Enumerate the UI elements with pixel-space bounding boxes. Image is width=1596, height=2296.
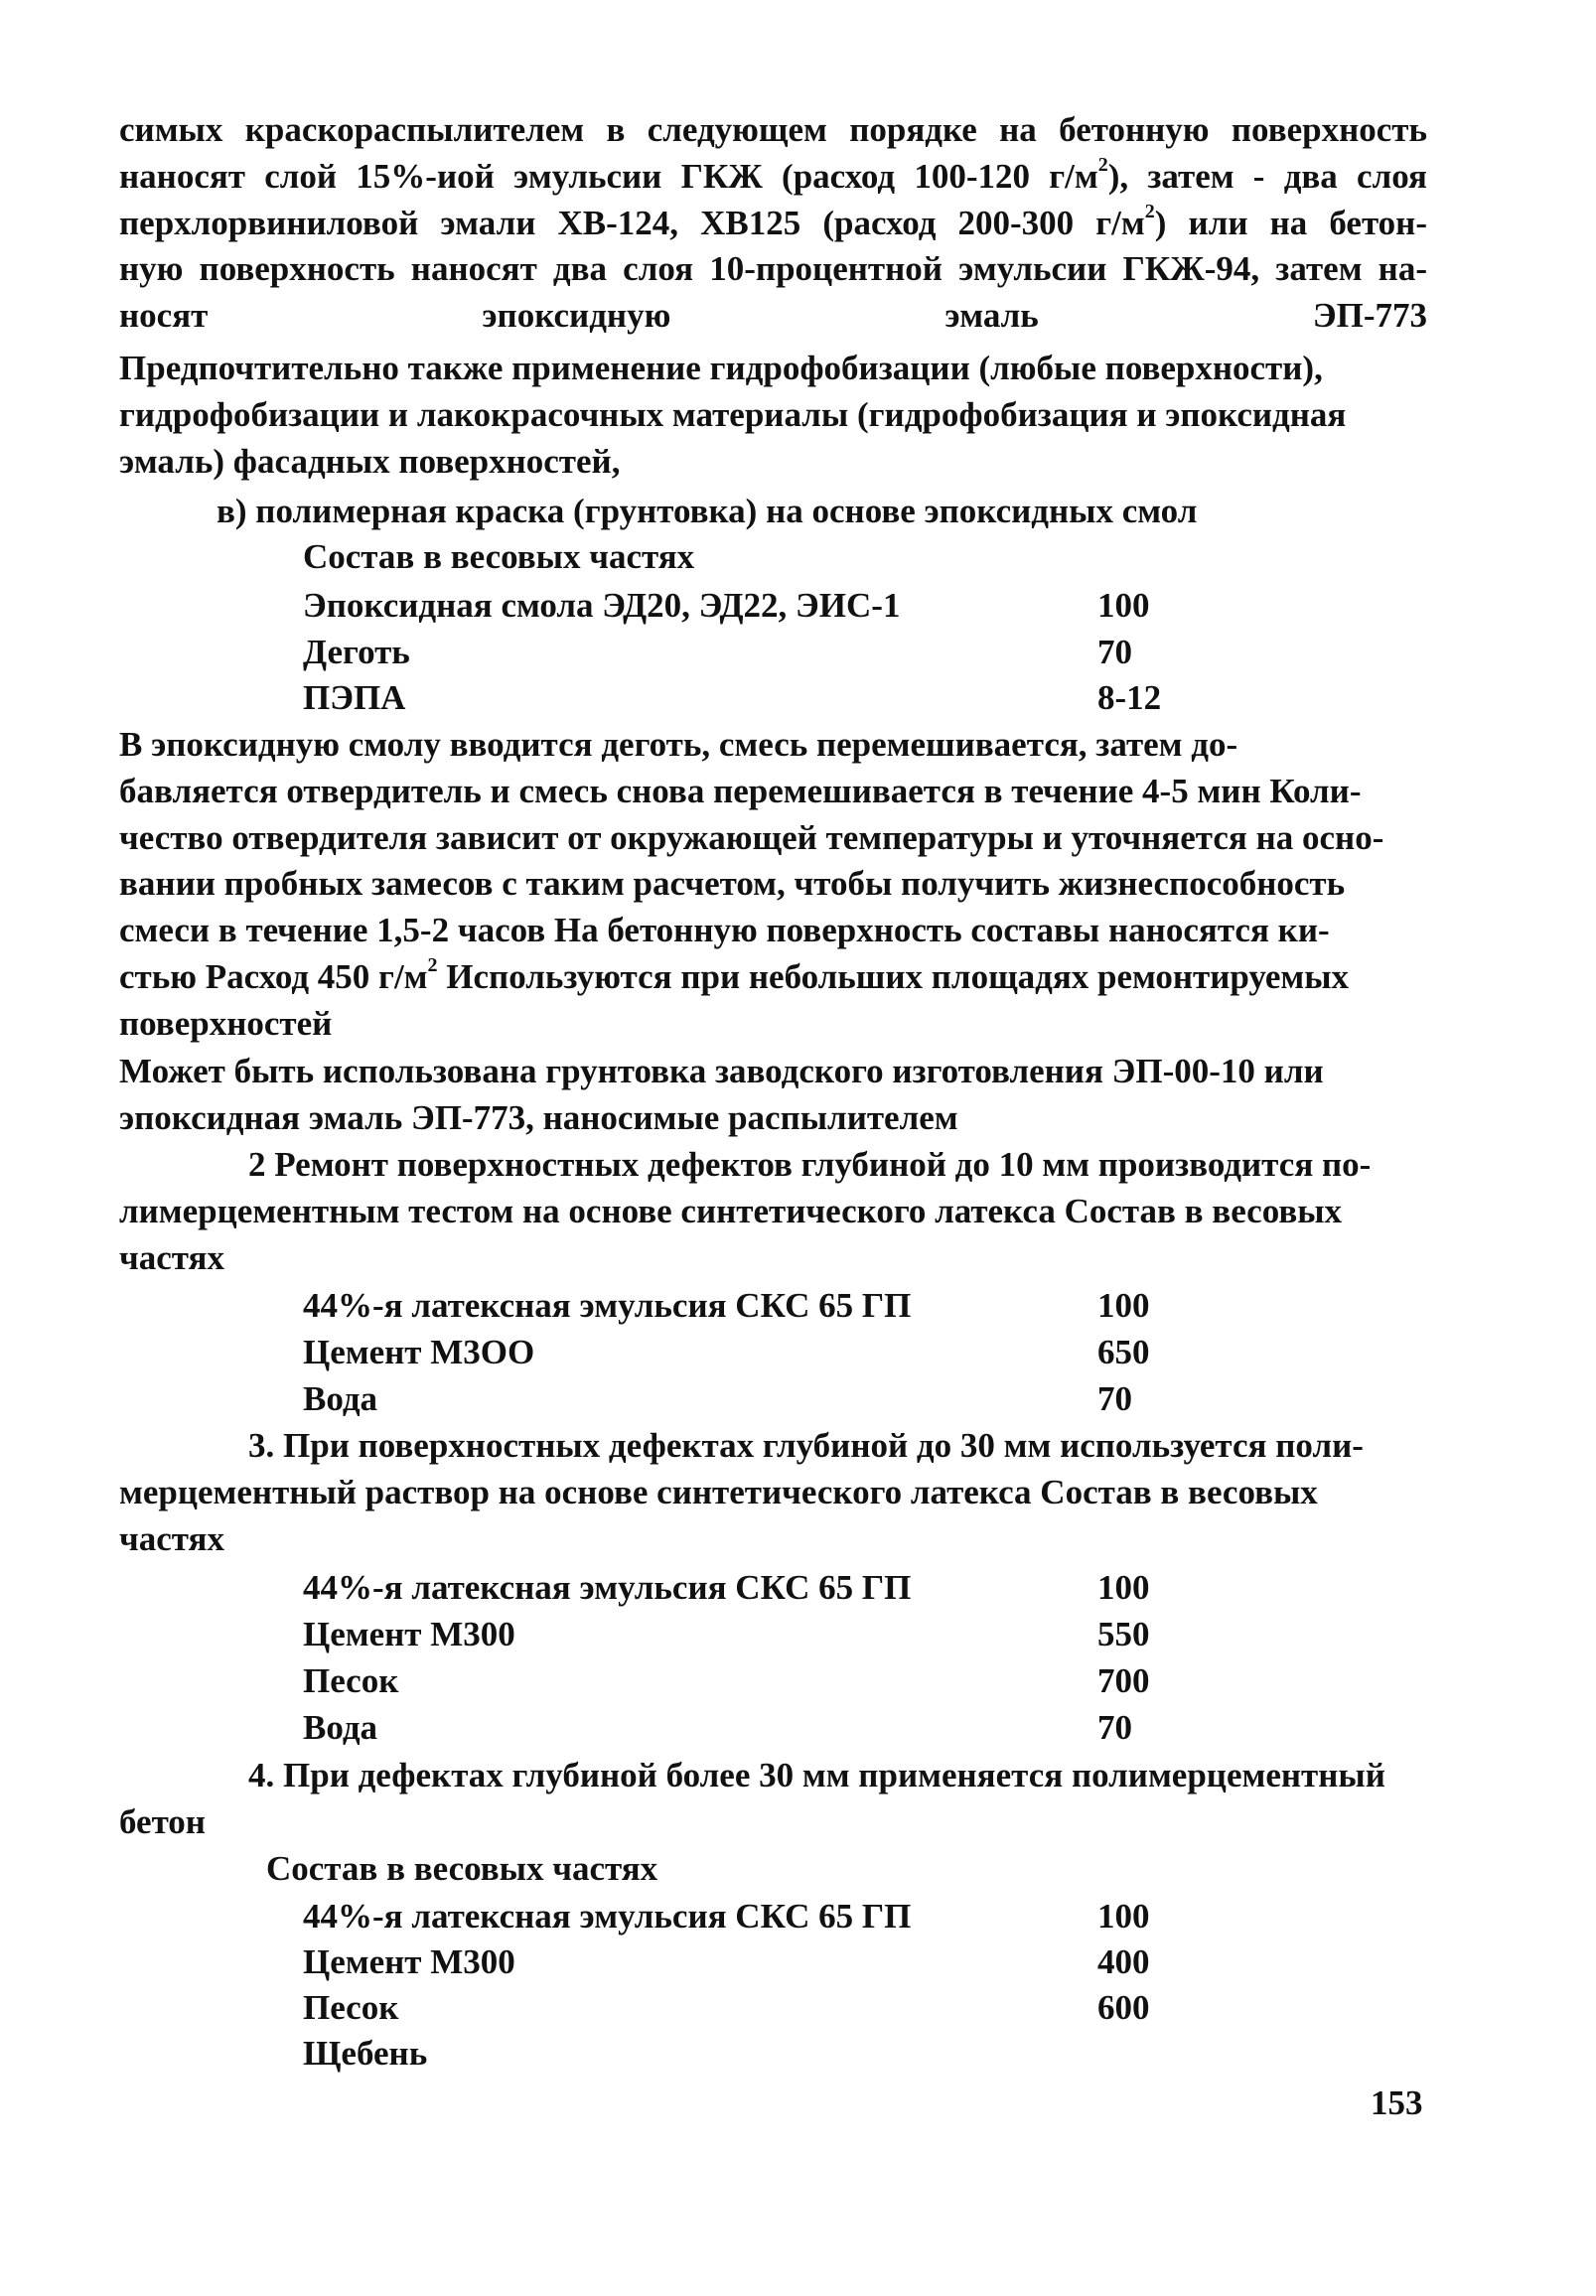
text-line: перхлорвиниловой эмали ХВ-124, ХВ125 (расход 200-300 $г/м^2$) или на бетон- bbox=[119, 200, 1428, 242]
paragraph-hydrophobic-coating bbox=[119, 107, 1427, 340]
component-value: 70 bbox=[1097, 1708, 1132, 1747]
subheading-epoxy-paint: в) полимерная краска (грунтовка) на основе эпоксидных смол bbox=[217, 492, 1198, 530]
text-line: частях bbox=[119, 1518, 224, 1558]
text-line: лимерцементным тестом на основе синтетического латекса Состав в весовых bbox=[119, 1191, 1343, 1230]
text-line: 2 Ремонт поверхностных дефектов глубиной до 10 мм производится по- bbox=[248, 1145, 1372, 1184]
text-line: бетон bbox=[119, 1801, 206, 1841]
paragraph-item-3 bbox=[119, 1423, 1427, 1562]
paragraph-item-2 bbox=[119, 1142, 1427, 1281]
component-name: 44%-я латексная эмульсия СКС 65 ГП bbox=[303, 1568, 912, 1607]
table-4-row bbox=[303, 1938, 1197, 1985]
table-3-row bbox=[303, 1657, 1197, 1704]
text-line: эпоксидная эмаль ЭП-773, наносимые распылителем bbox=[119, 1097, 958, 1137]
component-name: Вода bbox=[303, 1708, 378, 1747]
text-line: Предпочтительно также применение гидрофобизации (любые поверхности), bbox=[119, 349, 1323, 387]
text-line: эмаль) фасадных поверхностей, bbox=[119, 441, 621, 481]
text-line: носят эпоксидную эмаль ЭП-773 bbox=[119, 296, 1427, 336]
table-2-row bbox=[303, 1282, 1197, 1329]
text-line: ную поверхность наносят два слоя 10-процентной эмульсии ГКЖ-94, затем на- bbox=[119, 249, 1427, 289]
component-name: Цемент М300 bbox=[303, 1615, 515, 1653]
component-name: 44%-я латексная эмульсия СКС 65 ГП bbox=[303, 1897, 912, 1936]
table-1-row bbox=[303, 674, 1197, 721]
table-4-title: Состав в весовых частях bbox=[266, 1849, 658, 1888]
component-name: Вода bbox=[303, 1379, 378, 1418]
paragraph-epoxy-instructions bbox=[119, 722, 1427, 1048]
component-value: 8-12 bbox=[1097, 678, 1162, 717]
table-3-row bbox=[303, 1704, 1197, 1751]
text-line: частях bbox=[119, 1237, 224, 1277]
component-name: ПЭПА bbox=[303, 678, 406, 717]
table-1-title: Состав в весовых частях bbox=[303, 537, 695, 576]
text-line: наносят слой 15%-иой эмульсии ГКЖ (расход 100-120 $г/м^2$), затем - два слоя bbox=[119, 154, 1427, 196]
text-line: мерцементный раствор на основе синтетического латекса Состав в весовых bbox=[119, 1472, 1318, 1511]
component-value: 100 bbox=[1097, 1568, 1150, 1607]
component-name: Цемент М300 bbox=[303, 1942, 515, 1981]
component-value: 600 bbox=[1097, 1988, 1150, 2027]
table-1-row bbox=[303, 582, 1197, 629]
table-3-row bbox=[303, 1564, 1197, 1611]
text-line: смеси в течение 1,5-2 часов На бетонную поверхность составы наносятся ки- bbox=[119, 911, 1330, 950]
table-3-row bbox=[303, 1611, 1197, 1657]
component-value: 400 bbox=[1097, 1942, 1150, 1981]
table-2-row bbox=[303, 1375, 1197, 1422]
text-line: бавляется отвердитель и смесь снова перемешивается в течение 4-5 мин Коли- bbox=[119, 771, 1362, 810]
table-4-row bbox=[303, 2030, 1197, 2077]
component-value: 100 bbox=[1097, 586, 1150, 625]
component-name: Щебень bbox=[303, 2034, 428, 2073]
text-line: стью Расход 450 $г/м^2$ Используются при небольших площадях ремонтируемых bbox=[119, 954, 1350, 996]
text-line: В эпоксидную смолу вводится деготь, смесь перемешивается, затем до- bbox=[119, 725, 1238, 764]
table-4-row bbox=[303, 1893, 1197, 1939]
component-value: 700 bbox=[1097, 1661, 1150, 1700]
component-name: Песок bbox=[303, 1988, 399, 2027]
component-value: 100 bbox=[1097, 1286, 1150, 1325]
component-name: Песок bbox=[303, 1661, 399, 1700]
table-1-row bbox=[303, 629, 1197, 675]
component-name: Эпоксидная смола ЭД20, ЭД22, ЭИС-1 bbox=[303, 586, 901, 625]
page-number: 153 bbox=[1371, 2083, 1423, 2122]
component-name: Деготь bbox=[303, 633, 410, 671]
component-value: 650 bbox=[1097, 1333, 1150, 1371]
text-line: вании пробных замесов с таким расчетом, чтобы получить жизнеспособность bbox=[119, 864, 1346, 904]
component-value: 70 bbox=[1097, 1379, 1132, 1418]
component-value: 550 bbox=[1097, 1615, 1150, 1653]
component-name: Цемент М3ОО bbox=[303, 1333, 535, 1371]
component-value: 70 bbox=[1097, 633, 1132, 671]
text-line: чество отвердителя зависит от окружающей температуры и уточняется на осно- bbox=[119, 817, 1384, 857]
text-line: Может быть использована грунтовка заводского изготовления ЭП-00-10 или bbox=[119, 1052, 1324, 1090]
paragraph-factory-primer bbox=[119, 1049, 1427, 1142]
table-4-row bbox=[303, 1984, 1197, 2031]
table-2-row bbox=[303, 1329, 1197, 1375]
component-name: 44%-я латексная эмульсия СКС 65 ГП bbox=[303, 1286, 912, 1325]
text-line: 3. При поверхностных дефектах глубиной до 30 мм используется поли- bbox=[248, 1426, 1364, 1465]
text-line: поверхностей bbox=[119, 1003, 333, 1043]
paragraph-preferred-treatment bbox=[119, 346, 1427, 485]
text-line: гидрофобизации и лакокрасочных материалы (гидрофобизация и эпоксидная bbox=[119, 394, 1347, 434]
paragraph-item-4 bbox=[119, 1753, 1427, 1846]
text-line: симых краскораспылителем в следующем порядке на бетонную поверхность bbox=[119, 110, 1427, 149]
component-value: 100 bbox=[1097, 1897, 1150, 1936]
text-line: 4. При дефектах глубиной более 30 мм применяется полимерцементный bbox=[248, 1756, 1385, 1794]
